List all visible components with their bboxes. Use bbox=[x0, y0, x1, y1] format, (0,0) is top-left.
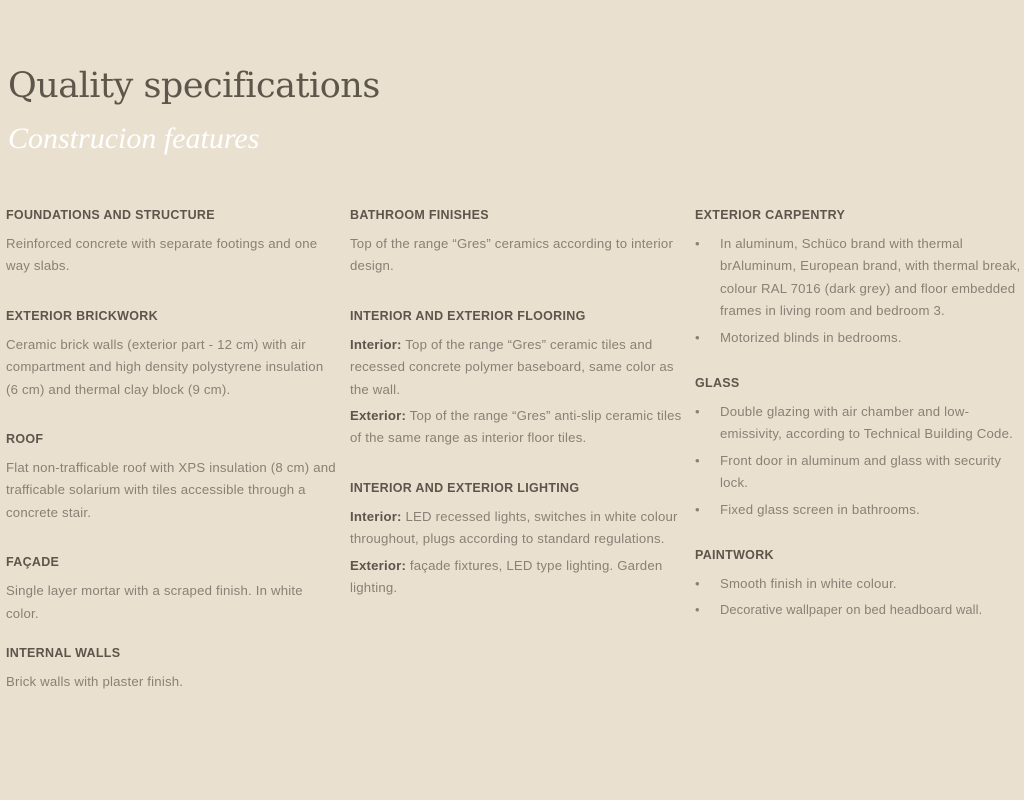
section-exterior-carpentry bbox=[695, 207, 1024, 349]
exterior-label: Exterior: bbox=[350, 408, 407, 424]
section-heading: PAINTWORK bbox=[695, 548, 774, 563]
section-text: Single layer mortar with a scraped finish. In white color. bbox=[6, 583, 303, 621]
section-foundations bbox=[6, 207, 336, 278]
section-text: Top of the range “Gres” ceramics according to interior design. bbox=[350, 236, 674, 274]
list-item: • Decorative wallpaper on bed headboard wall. bbox=[695, 599, 1024, 621]
section-heading: ROOF bbox=[6, 432, 44, 447]
spec-column-1 bbox=[6, 207, 336, 693]
interior-text: LED recessed lights, switches in white colour throughout, plugs according to standard regulations. bbox=[350, 508, 678, 547]
section-text-interior bbox=[350, 506, 685, 551]
section-heading: INTERIOR AND EXTERIOR FLOORING bbox=[350, 308, 586, 323]
list-item: • In aluminum, Schüco brand with thermal brAluminum, European brand, with thermal break, colour RAL 7016 (dark grey) and floor embedded frames in living room and bedroom 3. bbox=[695, 233, 1024, 323]
list-item: • Front door in aluminum and glass with security lock. bbox=[695, 450, 1024, 495]
section-text-exterior bbox=[350, 555, 685, 600]
section-glass bbox=[695, 375, 1024, 521]
section-text: Ceramic brick walls (exterior part - 12 cm) with air compartment and high density polystyrene insulation (6 cm) and thermal clay block (9 cm). bbox=[6, 336, 324, 397]
interior-label: Interior: bbox=[350, 508, 402, 524]
page-title: Quality specifications bbox=[8, 66, 380, 106]
page-subtitle: Construcion features bbox=[8, 122, 260, 155]
interior-label: Interior: bbox=[350, 336, 402, 352]
section-roof bbox=[6, 431, 336, 524]
section-flooring bbox=[350, 308, 685, 450]
section-heading: GLASS bbox=[695, 376, 740, 391]
list-item: • Smooth finish in white colour. bbox=[695, 573, 1024, 595]
spec-column-3 bbox=[695, 207, 1024, 626]
section-text: Flat non-trafficable roof with XPS insulation (8 cm) and trafficable solarium with tiles accessible through a concrete stair. bbox=[6, 460, 336, 520]
list-item: • Double glazing with air chamber and low-emissivity, according to Technical Building Code. bbox=[695, 401, 1024, 446]
section-text-exterior bbox=[350, 405, 685, 450]
exterior-text: Top of the range “Gres” anti-slip ceramic tiles of the same range as interior floor tiles. bbox=[350, 408, 682, 446]
section-heading: BATHROOM FINISHES bbox=[350, 208, 489, 222]
section-text: Brick walls with plaster finish. bbox=[6, 674, 184, 690]
list-item: • Motorized blinds in bedrooms. bbox=[695, 327, 1024, 349]
bullet-list bbox=[695, 401, 1024, 521]
section-heading: INTERIOR AND EXTERIOR LIGHTING bbox=[350, 480, 580, 495]
interior-text: Top of the range “Gres” ceramic tiles and recessed concrete polymer baseboard, same color as the wall. bbox=[350, 336, 674, 397]
section-lighting bbox=[350, 480, 685, 600]
section-facade bbox=[6, 554, 336, 625]
section-heading: EXTERIOR CARPENTRY bbox=[695, 208, 846, 222]
section-heading: EXTERIOR BRICKWORK bbox=[6, 308, 158, 323]
section-bathroom-finishes bbox=[350, 207, 685, 278]
section-heading: FOUNDATIONS AND STRUCTURE bbox=[6, 208, 215, 222]
section-paintwork bbox=[695, 547, 1024, 622]
section-heading: FAÇADE bbox=[6, 555, 60, 570]
section-internal-walls bbox=[6, 645, 336, 693]
exterior-text: façade fixtures, LED type lighting. Garden lighting. bbox=[350, 557, 663, 596]
exterior-label: Exterior: bbox=[350, 557, 407, 573]
section-heading: INTERNAL WALLS bbox=[6, 646, 121, 661]
bullet-list bbox=[695, 573, 1024, 622]
spec-column-2 bbox=[350, 207, 685, 599]
bullet-list bbox=[695, 233, 1024, 349]
section-text-interior bbox=[350, 334, 685, 401]
section-text: Reinforced concrete with separate footings and one way slabs. bbox=[6, 236, 318, 274]
section-exterior-brickwork bbox=[6, 308, 336, 401]
list-item: • Fixed glass screen in bathrooms. bbox=[695, 499, 1024, 521]
